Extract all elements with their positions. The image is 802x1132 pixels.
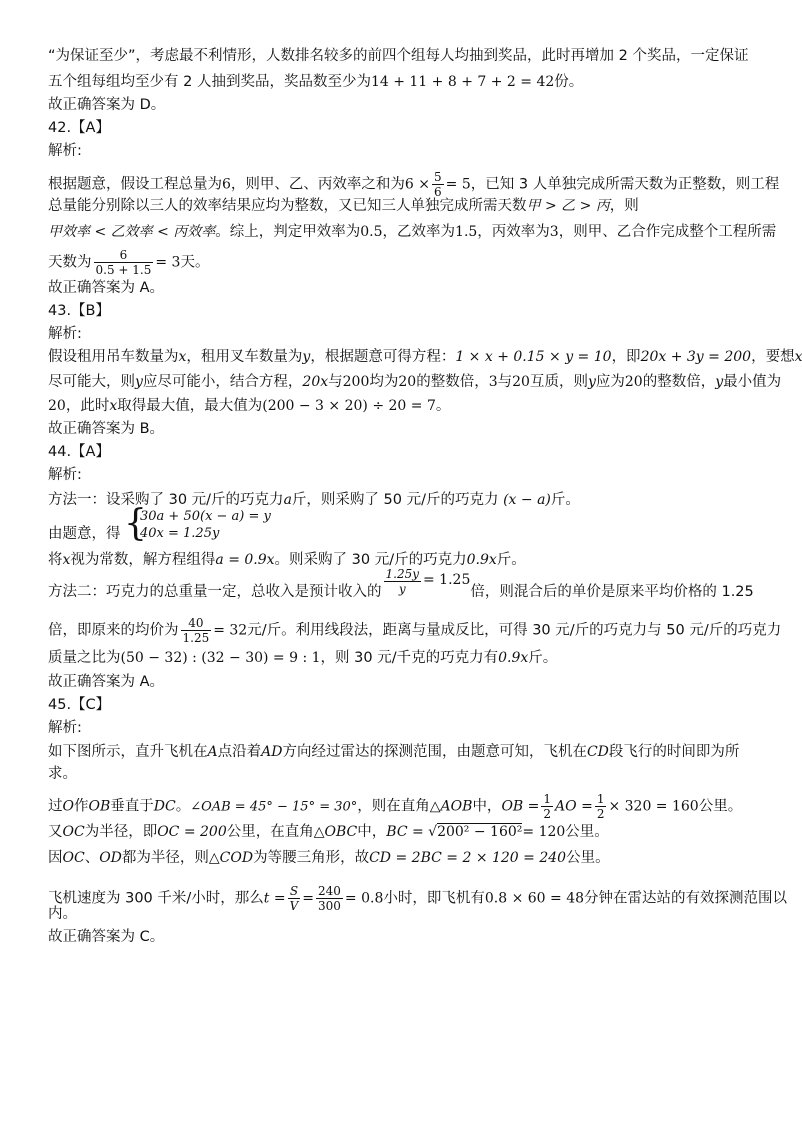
- text-line: 将x视为常数，解方程组得a = 0.9x。则采购了 30 元/斤的巧克力0.9x斤。: [48, 552, 526, 568]
- equation-2: 40x = 1.25y: [140, 526, 220, 541]
- text-line: 20，此时x取得最大值，最大值为(200 − 3 × 20) ÷ 20 = 7。: [48, 398, 451, 414]
- fraction: $\frac{40}{1.25}$: [182, 616, 210, 645]
- text-line: 尽可能大，则y应尽可能小，结合方程，20x与200均为20的整数倍，3与20互质，则y应为20的整数倍，y最小值为: [48, 374, 782, 390]
- answer-line: 故正确答案为 D。: [48, 97, 166, 113]
- answer-line: 故正确答案为 B。: [48, 421, 165, 437]
- fraction: $\frac{240}{300}$: [318, 884, 341, 913]
- question-number: 44.【A】: [48, 444, 110, 460]
- question-number: 45.【C】: [48, 697, 111, 713]
- text-line: 根据题意，假设工程总量为6，则甲、乙、丙效率之和为6 × $\frac{5}{6}$ = 5，已知 3 人单独完成所需天数为正整数，则工程: [48, 170, 780, 199]
- text-line: 方法二：巧克力的总重量一定，总收入是预计收入的 $\frac{1.25y}{y}$ = 1.25倍，则混合后的单价是原来平均价格的 1.25: [48, 566, 754, 600]
- text-line: 天数为 $\frac{6}{0.5 + 1.5}$ = 3天。: [48, 248, 210, 277]
- text-line: 如下图所示，直升飞机在A点沿着AD方向经过雷达的探测范围，由题意可知，飞机在CD段飞行的时间即为所: [48, 744, 740, 760]
- text-line: 方法一：设采购了 30 元/斤的巧克力a斤，则采购了 50 元/斤的巧克力 (x − a)斤。: [48, 492, 580, 508]
- fraction: $\frac{1}{2}$: [543, 792, 552, 821]
- equation-1: 30a + 50(x − a) = y: [140, 509, 271, 524]
- analysis-label: 解析:: [48, 720, 82, 736]
- fraction: $\frac{5}{6}$: [434, 170, 442, 199]
- text-line: 倍，即原来的均价为 $\frac{40}{1.25}$ = 32元/斤。利用线段法，距离与量成反比，可得 30 元/斤的巧克力与 50 元/斤的巧克力: [48, 616, 782, 645]
- text-line: 质量之比为(50 − 32) : (32 − 30) = 9 : 1，则 30 元/千克的巧克力有0.9x斤。: [48, 650, 558, 666]
- question-number: 43.【B】: [48, 303, 111, 319]
- fraction: $\frac{6}{0.5 + 1.5}$: [95, 248, 152, 277]
- answer-line: 故正确答案为 C。: [48, 929, 165, 945]
- text-line: 又OC为半径，即OC = 200公里，在直角△OBC中，BC = √200² − 160²= 120公里。: [48, 824, 609, 840]
- text-line: 过O作OB垂直于DC。∠OAB = 45° − 15° = 30°，则在直角△AOB中，OB = $\frac{1}{2}$ AO = $\frac{1}{2}$ × 320 = 160公里。: [48, 792, 743, 821]
- text-line: 因OC、OD都为半径，则△COD为等腰三角形，故CD = 2BC = 2 × 120 = 240公里。: [48, 850, 610, 866]
- equation-system-brace: {: [124, 503, 147, 544]
- text-line: 求。: [48, 766, 77, 782]
- sqrt-radicand: 200² − 160²: [437, 824, 523, 840]
- analysis-label: 解析:: [48, 467, 82, 483]
- text-line: “为保证至少”，考虑最不利情形，人数排名较多的前四个组每人均抽到奖品，此时再增加 2 个奖品，一定保证: [48, 48, 749, 64]
- fraction: $\frac{S}{V}$: [289, 884, 299, 913]
- text-line: 内。: [48, 906, 77, 922]
- analysis-label: 解析:: [48, 326, 82, 342]
- text-line: 五个组每组均至少有 2 人抽到奖品，奖品数至少为14 + 11 + 8 + 7 + 2 = 42份。: [48, 74, 584, 90]
- text-line: 假设租用吊车数量为x，租用叉车数量为y，根据题意可得方程：1 × x + 0.15 × y = 10，即20x + 3y = 200，要想x: [48, 349, 802, 365]
- analysis-label: 解析:: [48, 143, 82, 159]
- text-line: 飞机速度为 300 千米/小时，那么t = $\frac{S}{V}$ = $\frac{240}{300}$ = 0.8小时，即飞机有0.8 × 60 = 48分钟在雷达站的有效探测范围以: [48, 884, 788, 913]
- text-line: 总量能分别除以三人的效率结果应均为整数，又已知三人单独完成所需天数甲 > 乙 > 丙，则: [48, 198, 639, 214]
- math-expression: 14 + 11 + 8 + 7 + 2 = 42: [370, 74, 555, 90]
- answer-line: 故正确答案为 A。: [48, 674, 165, 690]
- question-number: 42.【A】: [48, 120, 110, 136]
- fraction: $\frac{1}{2}$: [596, 792, 605, 821]
- text-line: 甲效率 < 乙效率 < 丙效率。综上，判定甲效率为0.5，乙效率为1.5，丙效率为3，则甲、乙合作完成整个工程所需: [48, 224, 777, 240]
- answer-line: 故正确答案为 A。: [48, 280, 165, 296]
- text-line: 由题意，得: [48, 526, 121, 542]
- fraction: $\frac{1.25y}{y}$: [385, 566, 419, 596]
